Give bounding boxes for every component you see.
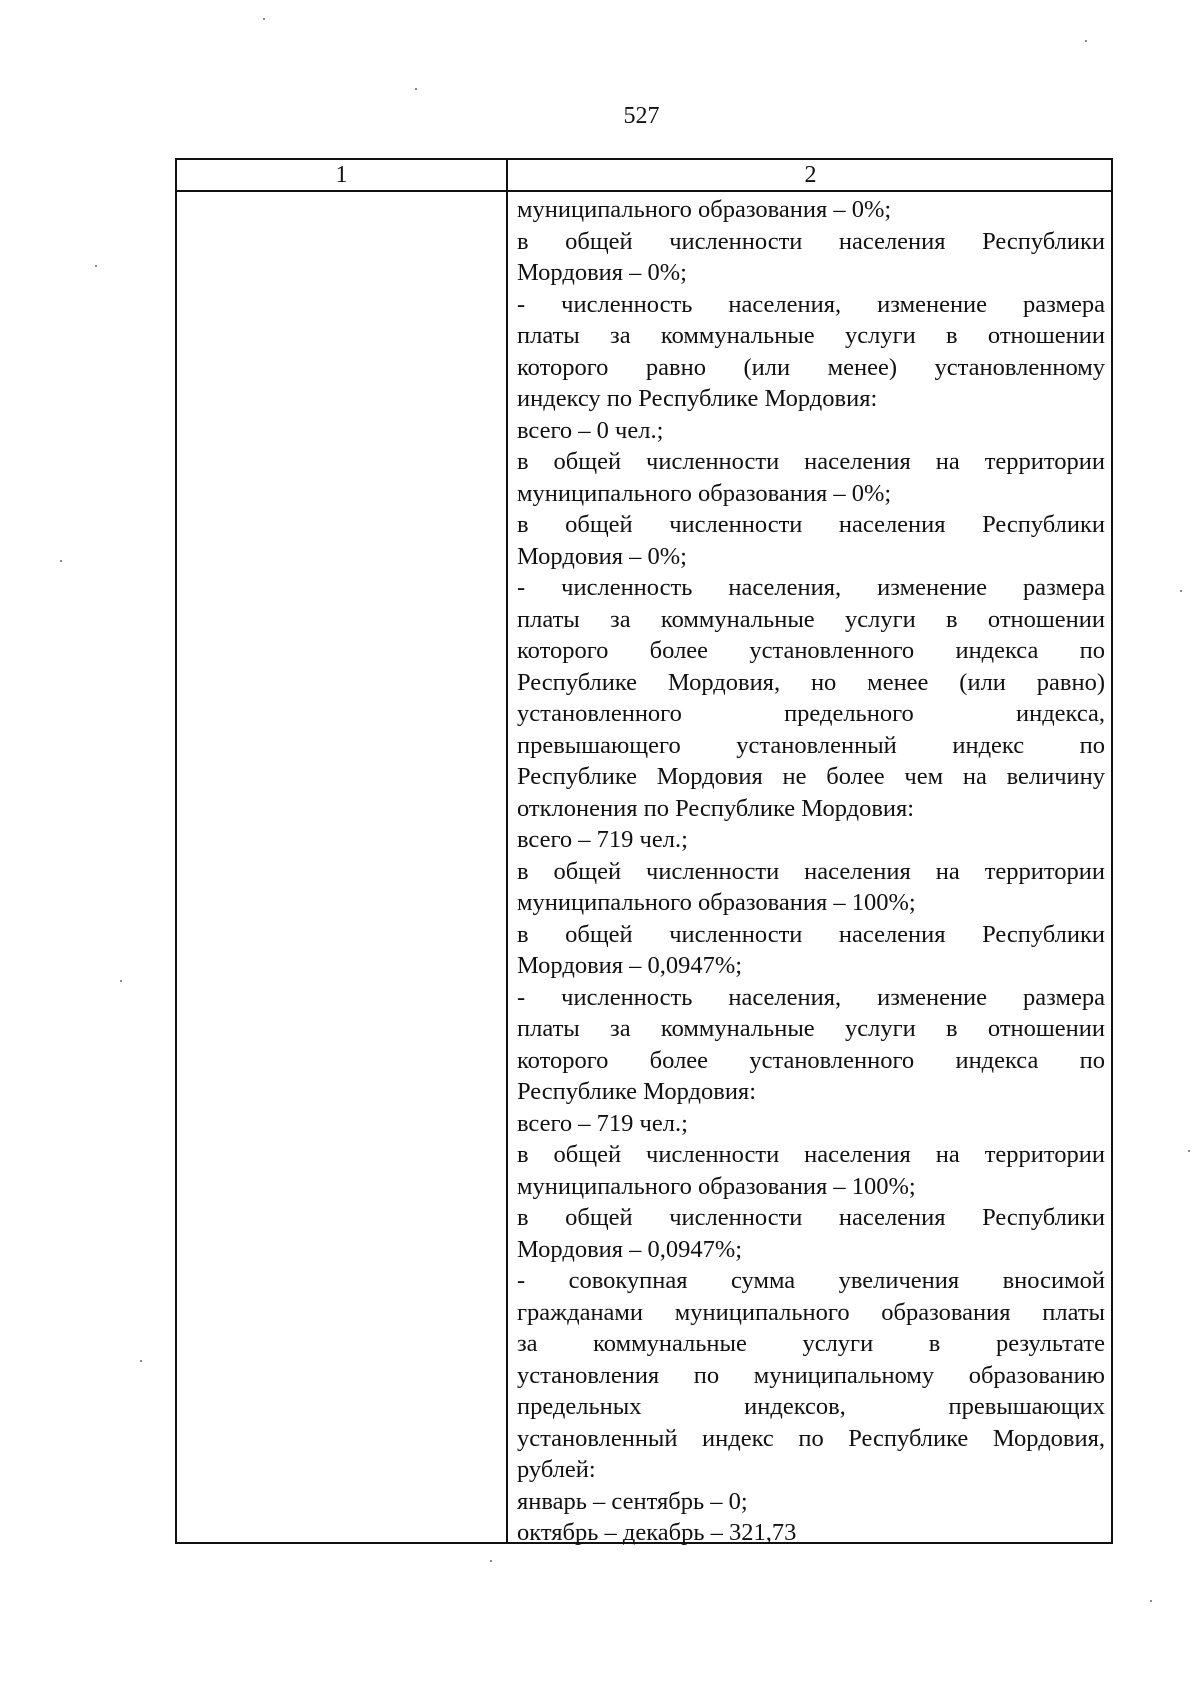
text-line: Республике Мордовия, но менее (или равно) — [517, 668, 1105, 696]
table-header-row — [177, 160, 1111, 192]
text-line: муниципального образования – 100%; — [517, 1172, 916, 1200]
column-2-body — [517, 194, 1105, 1549]
text-line: установления по муниципальному образованию — [517, 1361, 1105, 1389]
text-line: платы за коммунальные услуги в отношении — [517, 605, 1105, 633]
text-line: в общей численности населения на территории — [517, 857, 1105, 885]
text-line: в общей численности населения на территории — [517, 448, 1105, 475]
text-line: в общей численности населения Республики — [517, 511, 1105, 538]
text-line: Республике Мордовия: — [517, 1078, 757, 1105]
text-line: Мордовия – 0,0947%; — [517, 952, 743, 979]
text-line: которого равно (или менее) установленному — [517, 353, 1105, 381]
text-line: Мордовия – 0,0947%; — [517, 1235, 743, 1263]
text-line: которого более установленного индекса по — [517, 1046, 1105, 1074]
text-line: платы за коммунальные услуги в отношении — [517, 1015, 1105, 1042]
text-line: Республике Мордовия не более чем на величину — [517, 763, 1105, 790]
text-line: - совокупная сумма увеличения вносимой — [517, 1267, 1105, 1294]
scan-speck — [95, 265, 97, 267]
text-line: превышающего установленный индекс по — [517, 731, 1105, 759]
text-line: рублей: — [517, 1456, 596, 1483]
scan-speck — [415, 88, 417, 90]
scan-speck — [140, 1360, 142, 1362]
text-line: всего – 719 чел.; — [517, 1109, 688, 1137]
text-line: - численность населения, изменение размера — [517, 983, 1105, 1011]
text-line: муниципального образования – 0%; — [517, 479, 892, 507]
text-line: всего – 719 чел.; — [517, 826, 688, 853]
scan-speck — [1085, 40, 1087, 42]
scan-speck — [1180, 590, 1182, 592]
text-line: в общей численности населения Республики — [517, 227, 1105, 255]
scan-speck — [1150, 1600, 1152, 1602]
column-2-header: 2 — [804, 162, 817, 188]
column-1-header: 1 — [335, 162, 348, 188]
text-line: муниципального образования – 0%; — [517, 196, 892, 223]
column-divider — [506, 160, 508, 1542]
text-line: установленного предельного индекса, — [517, 700, 1105, 727]
text-line: отклонения по Республике Мордовия: — [517, 794, 915, 822]
text-line: которого более установленного индекса по — [517, 637, 1105, 664]
text-line: индексу по Республике Мордовия: — [517, 385, 878, 412]
text-line: октябрь – декабрь – 321,73 — [517, 1519, 797, 1546]
text-line: в общей численности населения Республики — [517, 920, 1105, 948]
text-line: гражданами муниципального образования платы — [517, 1298, 1105, 1326]
text-line: - численность населения, изменение размера — [517, 574, 1105, 601]
text-line: предельных индексов, превышающих — [517, 1393, 1105, 1420]
text-line: - численность населения, изменение размера — [517, 290, 1105, 318]
scan-speck — [60, 560, 62, 562]
text-line: Мордовия – 0%; — [517, 542, 687, 570]
scan-speck — [263, 18, 265, 20]
text-line: установленный индекс по Республике Мордовия, — [517, 1424, 1105, 1452]
text-line: Мордовия – 0%; — [517, 259, 687, 286]
text-line: в общей численности населения Республики — [517, 1204, 1105, 1231]
scan-speck — [1188, 1150, 1190, 1152]
text-line: всего – 0 чел.; — [517, 416, 664, 444]
text-line: муниципального образования – 100%; — [517, 889, 916, 916]
text-line: платы за коммунальные услуги в отношении — [517, 322, 1105, 349]
text-line: январь – сентябрь – 0; — [517, 1487, 748, 1515]
page-number: 527 — [623, 103, 660, 129]
document-table — [175, 158, 1113, 1544]
scan-speck — [120, 980, 122, 982]
scan-speck — [490, 1560, 492, 1562]
text-line: в общей численности населения на территории — [517, 1141, 1105, 1168]
text-line: за коммунальные услуги в результате — [517, 1330, 1105, 1357]
